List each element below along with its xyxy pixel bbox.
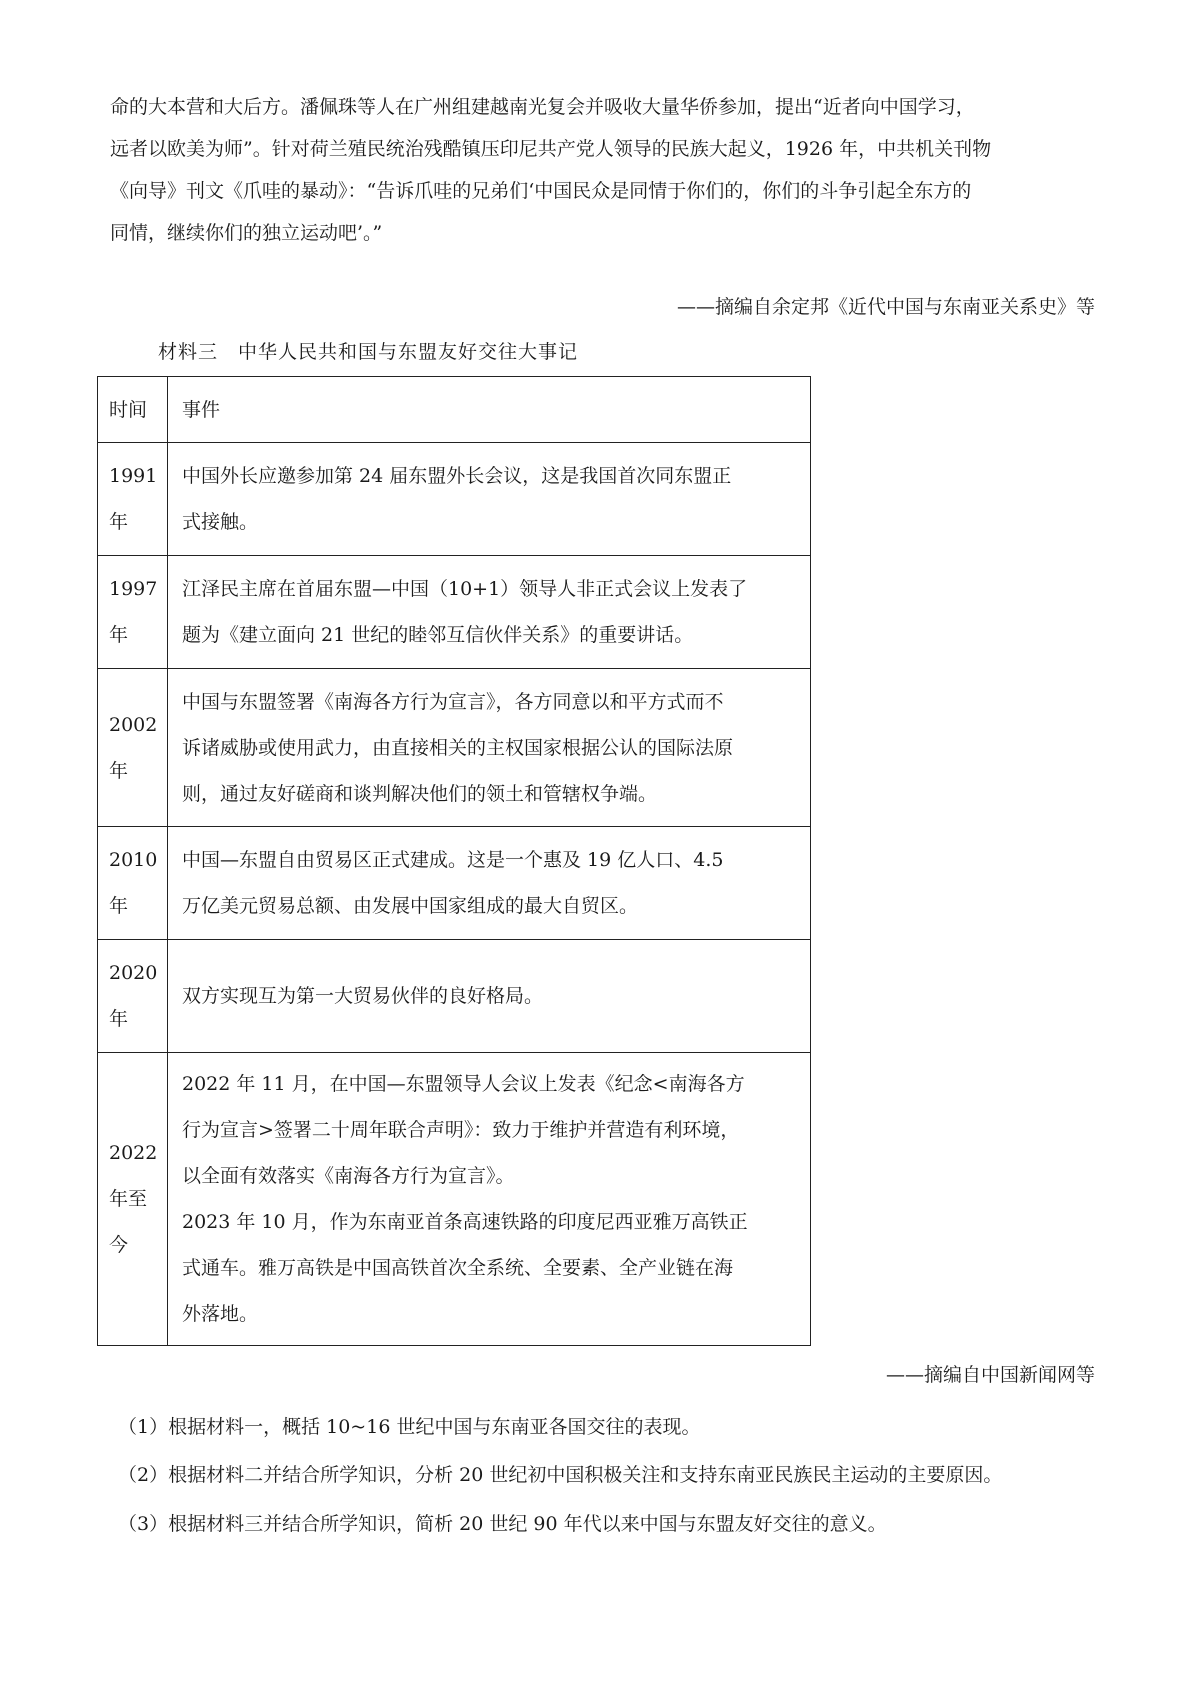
text-line: 《向导》刊文《爪哇的暴动》：“告诉爪哇的兄弟们‘中国民众是同情于你们的，你们的斗争引起全东方的 xyxy=(110,180,972,202)
event-text: 万亿美元贸易总额、由发展中国家组成的最大自贸区。 xyxy=(182,895,639,917)
event-text: 则，通过友好磋商和谈判解决他们的领土和管辖权争端。 xyxy=(182,782,658,805)
event-text: 中国—东盟自由贸易区正式建成。这是一个惠及 19 亿人口、4.5 xyxy=(182,849,724,871)
event-text: 外落地。 xyxy=(182,1303,259,1325)
table-row xyxy=(98,556,811,669)
material-three-title: 材料三 中华人民共和国与东盟友好交往大事记 xyxy=(158,341,579,363)
table-row xyxy=(98,940,811,1053)
year-cell xyxy=(98,827,168,940)
year-cell xyxy=(98,443,168,556)
header-time: 时间 xyxy=(98,377,168,443)
year-text: 2020 xyxy=(109,962,158,984)
events-table xyxy=(97,376,811,1346)
event-text: 诉诸威胁或使用武力，由直接相关的主权国家根据公认的国际法原 xyxy=(182,736,734,759)
year-text: 2022 xyxy=(109,1142,158,1164)
year-text: 今 xyxy=(109,1234,129,1256)
event-text: 2022 年 11 月，在中国—东盟领导人会议上发表《纪念<南海各方 xyxy=(182,1073,745,1095)
year-text: 年 xyxy=(109,759,129,782)
event-text: 2023 年 10 月，作为东南亚首条高速铁路的印度尼西亚雅万高铁正 xyxy=(182,1211,748,1233)
table-row xyxy=(98,827,811,940)
event-text: 式接触。 xyxy=(182,511,259,533)
material-two-text xyxy=(110,86,1095,254)
event-cell xyxy=(168,556,811,669)
event-text: 行为宣言>签署二十周年联合声明》：致力于维护并营造有利环境， xyxy=(182,1119,740,1141)
year-text: 年 xyxy=(109,624,129,646)
table-header-row xyxy=(98,377,811,443)
question-1: （1）根据材料一，概括 10~16 世纪中国与东南亚各国交往的表现。 xyxy=(118,1416,701,1438)
event-text: 式通车。雅万高铁是中国高铁首次全系统、全要素、全产业链在海 xyxy=(182,1257,734,1279)
text-line: 命的大本营和大后方。潘佩珠等人在广州组建越南光复会并吸收大量华侨参加，提出“近者向中国学习， xyxy=(110,96,975,118)
question-3: （3）根据材料三并结合所学知识，简析 20 世纪 90 年代以来中国与东盟友好交往的意义。 xyxy=(118,1513,887,1535)
table-row xyxy=(98,669,811,827)
header-event: 事件 xyxy=(168,377,811,443)
text-line: 远者以欧美为师”。针对荷兰殖民统治残酷镇压印尼共产党人领导的民族大起义，1926 年，中共机关刊物 xyxy=(110,138,992,160)
event-cell xyxy=(168,669,811,827)
table-row xyxy=(98,443,811,556)
event-cell xyxy=(168,1053,811,1346)
year-cell xyxy=(98,556,168,669)
event-text: 中国外长应邀参加第 24 届东盟外长会议，这是我国首次同东盟正 xyxy=(182,465,732,487)
year-text: 2002 xyxy=(109,713,158,736)
year-text: 2010 xyxy=(109,849,158,871)
question-2: （2）根据材料二并结合所学知识，分析 20 世纪初中国积极关注和支持东南亚民族民主运动的主要原因。 xyxy=(118,1464,1003,1486)
event-cell xyxy=(168,940,811,1053)
event-cell xyxy=(168,827,811,940)
text-line: 同情，继续你们的独立运动吧’。” xyxy=(110,222,383,244)
year-text: 1997 xyxy=(109,578,158,600)
event-cell xyxy=(168,443,811,556)
event-text: 中国与东盟签署《南海各方行为宣言》，各方同意以和平方式而不 xyxy=(182,690,724,713)
event-text: 双方实现互为第一大贸易伙伴的良好格局。 xyxy=(182,985,544,1007)
year-text: 年 xyxy=(109,1008,129,1030)
event-text: 以全面有效落实《南海各方行为宣言》。 xyxy=(182,1165,515,1187)
event-text: 题为《建立面向 21 世纪的睦邻互信伙伴关系》的重要讲话。 xyxy=(182,624,694,646)
year-cell xyxy=(98,940,168,1053)
event-text: 江泽民主席在首届东盟—中国（10+1）领导人非正式会议上发表了 xyxy=(182,578,748,600)
year-text: 1991 xyxy=(109,465,158,487)
table-row xyxy=(98,1053,811,1346)
year-text: 年至 xyxy=(109,1188,148,1210)
year-cell xyxy=(98,669,168,827)
year-cell xyxy=(98,1053,168,1346)
year-text: 年 xyxy=(109,511,129,533)
source-citation: ——摘编自余定邦《近代中国与东南亚关系史》等 xyxy=(676,296,1095,318)
source-citation: ——摘编自中国新闻网等 xyxy=(885,1364,1095,1386)
year-text: 年 xyxy=(109,895,129,917)
